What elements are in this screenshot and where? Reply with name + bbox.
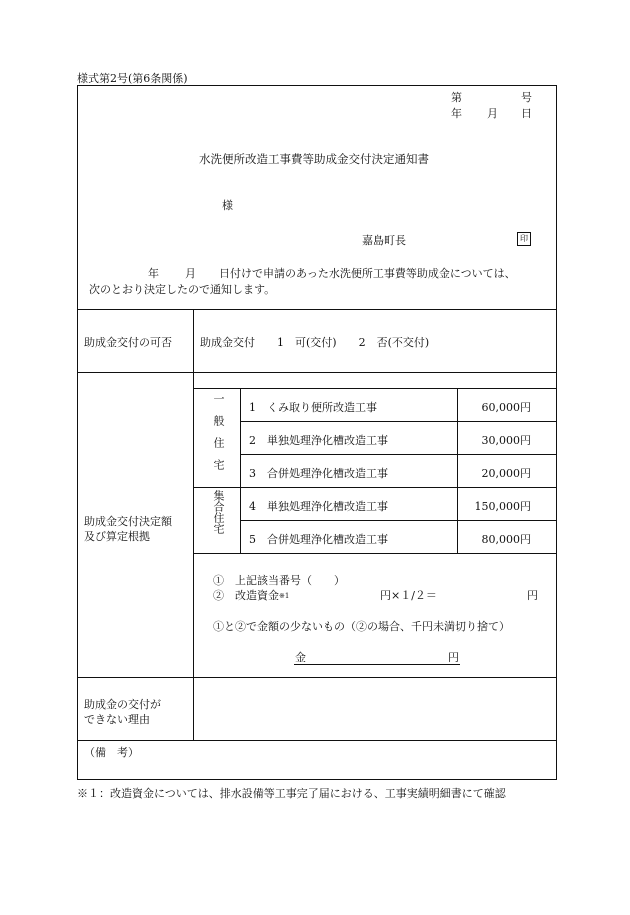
rate-row-5-amount: 80,000円 [481,533,531,546]
rate-row-4-amount: 150,000円 [474,500,531,513]
form-label: 様式第2号(第6条関係) [77,72,188,85]
addressee-suffix: 様 [222,199,233,212]
remarks-label: （備 考） [84,746,139,759]
reason-label-line-1: 助成金の交付が [84,698,161,711]
rate-row-3-item: 3 合併処理浄化槽改造工事 [249,467,388,480]
rate-row-divider-1 [240,421,557,422]
group-column-divider [240,388,241,554]
date-year: 年 [451,107,462,120]
rate-row-1-item: 1 くみ取り便所改造工事 [249,401,377,414]
rate-row-4-item: 4 単独処理浄化槽改造工事 [249,500,388,513]
calc-line-2 [213,587,289,603]
reason-label-line-2: できない理由 [84,713,150,726]
rate-row-5-item: 5 合併処理浄化槽改造工事 [249,533,388,546]
date-day: 日 [521,107,532,120]
intro-line-2: 次のとおり決定したので通知します。 [89,283,276,296]
number-prefix: 第 [451,91,462,104]
rate-group-divider [193,487,557,488]
number-suffix: 号 [521,91,532,104]
rate-row-2-amount: 30,000円 [481,434,531,447]
calc-line-2-label: ② 改造資金 [213,589,279,602]
footnote: ※１：改造資金については、排水設備等工事完了届における、工事実績明細書にて確認 [77,787,506,800]
footnote-ref: ※1 [279,592,290,600]
calc-line-2-unit: 円 [527,589,538,602]
calc-label-line-2: 及び算定根拠 [84,530,150,543]
rate-row-2-item: 2 単独処理浄化槽改造工事 [249,434,388,447]
approval-label: 助成金交付の可否 [84,336,172,349]
issuer-name: 嘉島町長 [362,234,406,247]
divider-reason-bottom [77,740,557,741]
document-title: 水洗便所改造工事費等助成金交付決定通知書 [199,152,429,166]
rate-row-divider-2 [240,454,557,455]
calc-line-2-formula: 円×１/２＝ [380,589,437,602]
rate-row-divider-4 [240,520,557,521]
calc-line-3: ①と②で金額の少ないもの（②の場合、千円未満切り捨て） [213,620,510,633]
seal-mark: 印 [517,232,531,246]
group-general-housing: 一般住宅 [212,393,225,481]
rate-row-3-amount: 20,000円 [481,467,531,480]
intro-year: 年 [148,267,159,280]
group-collective-housing: 集合住宅 [212,490,225,534]
divider-approval-bottom [77,372,557,373]
amount-kin: 金 [295,651,306,664]
calc-line-1: ① 上記該当番号（ ） [213,574,345,587]
rate-row-1-amount: 60,000円 [481,401,531,414]
intro-line-1: 日付けで申請のあった水洗便所工事費等助成金については、 [219,267,516,280]
divider-calc-bottom [77,677,557,678]
amount-en: 円 [448,651,459,664]
approval-value: 助成金交付 1 可(交付) 2 否(不交付) [200,336,430,349]
amount-underline [294,664,460,665]
date-month: 月 [487,107,498,120]
calc-label-line-1: 助成金交付決定額 [84,515,172,528]
intro-month: 月 [185,267,196,280]
divider-approval-top [77,309,557,310]
